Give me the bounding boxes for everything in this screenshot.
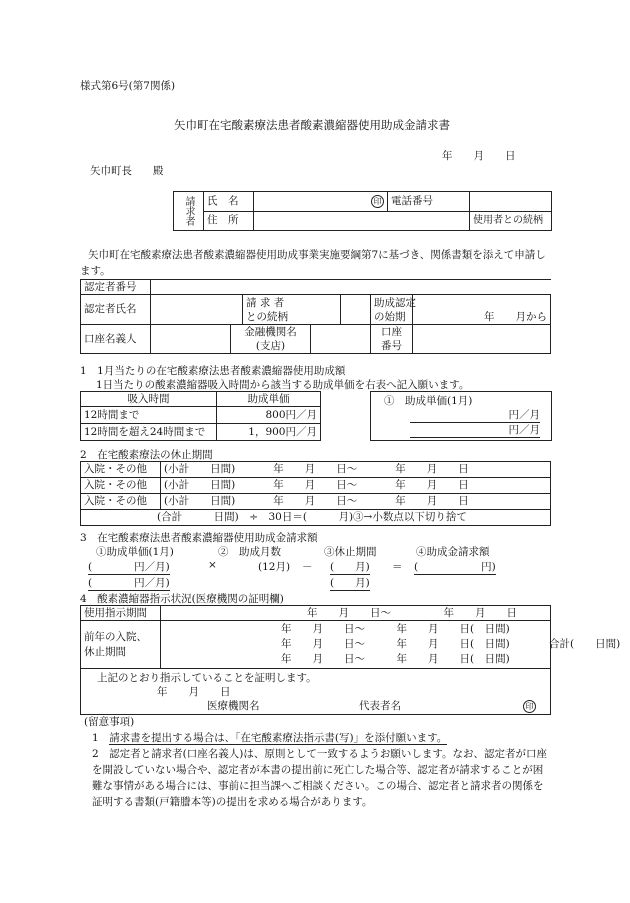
pause-row-2[interactable] [161,478,551,494]
period-value[interactable]: 年 月 日～ 年 月 日 [161,606,551,621]
calc-header-4: ④助成金請求額 [416,546,490,558]
pause-row-1-to: 年 月 日 [395,463,469,475]
phone-label: 電話番号 [388,192,470,212]
form-number: 様式第6号(第7関係) [80,80,176,92]
calc-header-3: ③休止期間 [324,546,377,558]
note-1 [92,730,447,745]
start-value[interactable]: 年 月から [413,295,551,325]
cert-name-label: 認定者氏名 [81,295,151,325]
addressee: 矢巾町長 殿 [90,165,164,177]
form-title: 矢巾町在宅酸素療法患者酸素濃縮器使用助成金請求書 [174,118,450,132]
relation-with-claimant-field[interactable] [341,295,371,325]
times-sign: × [208,559,217,571]
phone-field[interactable] [470,192,552,212]
calc-pause-2[interactable]: ( 月) [330,577,370,589]
unit-price-line-2[interactable]: 円／月 [410,422,540,438]
calc-total-amount[interactable]: ( 円) [414,561,496,573]
note-1-number: 1 [92,732,110,744]
claimant-table [173,191,552,231]
pause-period-1: 年 月 日～ 年 月 日( 日間) [281,623,510,635]
pause-row-3[interactable] [161,494,551,510]
institution-label: 医療機関名 [207,700,260,712]
pause-row-3-to: 年 月 日 [395,495,469,507]
pause-row-1-sub: (小計 日間) [164,463,236,475]
pause-sum: 合計( 日間) [549,638,621,650]
unit-price-box-title: ① 助成単価(1月) [384,395,473,407]
certification-table [80,279,551,354]
seal-icon: 印 [371,195,384,208]
representative-label: 代表者名 [359,700,401,712]
intro-text: 矢巾町在宅酸素療法患者酸素濃縮器使用助成事業実施要綱第7に基づき、関係書類を添えて申請します。 [80,249,546,277]
pause-total[interactable]: (合計 日間) ÷ 30日＝( 月)③→小数点以下切り捨て [81,510,551,526]
unit-price-line-1[interactable]: 円／月 [410,407,540,423]
start-label: 助成認定 の始期 [371,295,413,325]
section4-heading: 4 酸素濃縮器指示状況(医療機関の証明欄) [80,593,284,605]
pause-row-2-to: 年 月 日 [395,479,469,491]
certify-text: 上記のとおり指示していることを証明します。 [97,672,317,684]
account-holder-label: 口座名義人 [81,325,151,354]
section3-heading: 3 在宅酸素療法患者酸素濃縮器使用助成金請求額 [80,532,318,544]
address-field[interactable] [254,211,470,231]
inhalation-time-header: 吸入時間 [81,392,217,407]
certify-date[interactable]: 年 月 日 [157,686,231,698]
relation-with-claimant-label: 請 求 者 との続柄 [243,295,341,325]
pause-row-2-from: 年 月 日～ [273,479,358,491]
pause-row-2-sub: (小計 日間) [164,479,236,491]
cert-seal-icon: 印 [523,700,536,713]
section2-heading: 2 在宅酸素療法の休止期間 [80,449,213,461]
certify-area [81,669,551,715]
account-number-field[interactable] [413,325,551,354]
pause-row-3-from: 年 月 日～ [273,495,358,507]
unit-price-table [80,391,321,441]
calc-header-1: ①助成単価(1月) [96,546,174,558]
calc-pause-1[interactable]: ( 月) [330,561,370,573]
minus-sign: － [302,561,313,573]
name-field[interactable] [254,192,388,212]
pause-row-2-label: 入院・その他 [81,478,161,494]
pause-period-table [80,461,551,526]
calc-months: (12月) [258,561,291,573]
price-row-1: 800円／月 [217,407,321,424]
time-row-1: 12時間まで [81,407,217,424]
time-row-2: 12時間を超え24時間まで [81,424,217,441]
equals-sign: ＝ [392,561,403,573]
period-label: 使用指示期間 [81,606,161,621]
calc-header-2: ② 助成月数 [218,546,281,558]
name-label: 氏 名 [204,192,254,212]
section1-heading: 1 1月当たりの在宅酸素療法患者酸素濃縮器使用助成額 [80,365,346,377]
unit-price-header: 助成単価 [217,392,321,407]
account-holder-field[interactable] [151,325,231,354]
pause-row-1[interactable] [161,462,551,478]
address-label: 住 所 [204,211,254,231]
pause-row-3-sub: (小計 日間) [164,495,236,507]
pause-periods[interactable] [161,621,621,669]
notes-heading: (留意事項) [84,716,135,728]
note-1-text: 請求書を提出する場合は、「在宅酸素療法指示書(写)」を添付願います。 [109,732,448,744]
pause-period-2: 年 月 日～ 年 月 日( 日間) [281,638,510,650]
account-number-label: 口座 番号 [371,325,413,354]
cert-name-field[interactable] [151,295,243,325]
claimant-side-label: 請求者 [174,192,204,231]
pause-row-3-label: 入院・その他 [81,494,161,510]
pause-label: 前年の入院、 休止期間 [81,621,161,669]
bank-label: 金融機関名 (支店) [231,325,311,354]
relation-label: 使用者との続柄 [470,211,552,231]
date-line: 年 月 日 [442,150,516,162]
calc-unit-price-2[interactable]: ( 円／月) [88,577,170,589]
note-2: 2 認定者と請求者(口座名義人)は、原則として一致するようお願いします。なお、認定者が口座を開設していない場合や、認定者が本書の提出前に死亡した場合等、認定者が請求することが困難な事情がある場合には、事前に担当課へご相談ください。この場合、認定者と請求者の関係を証明する書類(戸籍謄本等)の提出を求める場合があります。 [92,748,548,808]
price-row-2: 1，900円／月 [217,424,321,441]
section1-subtext: 1日当たりの酸素濃縮器吸入時間から該当する助成単価を右表へ記入願います。 [96,379,470,391]
cert-number-field[interactable] [151,280,551,295]
cert-number-label: 認定者番号 [81,280,151,295]
pause-period-3: 年 月 日～ 年 月 日( 日間) [281,653,510,665]
pause-row-1-from: 年 月 日～ [273,463,358,475]
calc-unit-price-1[interactable]: ( 円／月) [88,561,170,573]
bank-field[interactable] [311,325,371,354]
medical-cert-table [80,605,621,715]
pause-row-1-label: 入院・その他 [81,462,161,478]
